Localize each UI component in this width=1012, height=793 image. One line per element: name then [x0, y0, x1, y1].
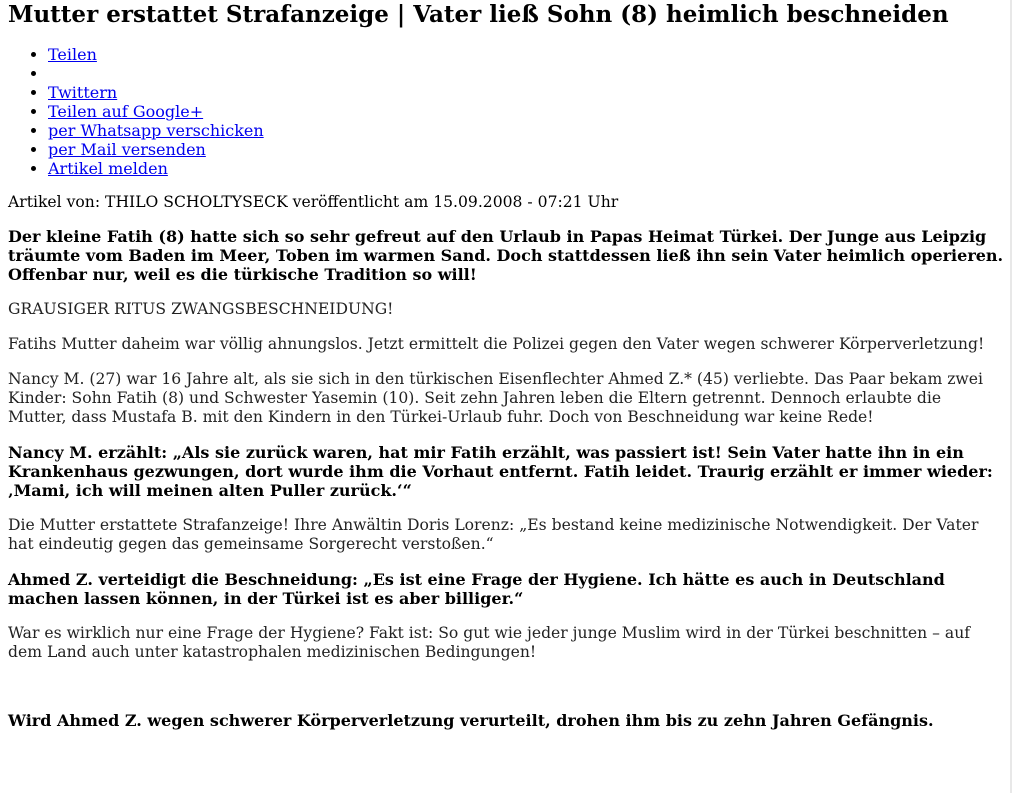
article-byline: Artikel von: THILO SCHOLTYSECK veröffentlicht am 15.09.2008 - 07:21 Uhr [8, 193, 619, 211]
paragraph: Nancy M. (27) war 16 Jahre alt, als sie sich in den türkischen Eisenflechter Ahmed Z.* (45) verliebte. Das Paar bekam zwei Kinder: Sohn Fatih (8) und Schwester Yasemin (10). Seit zehn Jahren leben die Eltern getrennt. Dennoch erlaubte die Mutter, dass Mustafa B. mit den Kindern in den Türkei-Urlaub fuhr. Doch von Beschneidung war keine Rede! [8, 370, 983, 426]
paragraph: Die Mutter erstattete Strafanzeige! Ihre Anwältin Doris Lorenz: „Es bestand keine medizinische Notwendigkeit. Der Vater hat eindeutig gegen das gemeinsame Sorgerecht verstoßen.“ [8, 516, 979, 553]
twitter-link[interactable]: Twittern [48, 83, 118, 102]
closing-paragraph: Wird Ahmed Z. wegen schwerer Körperverletzung verurteilt, drohen ihm bis zu zehn Jahren Gefängnis. [8, 711, 934, 730]
share-links-list [8, 45, 1004, 178]
quote-paragraph: Nancy M. erzählt: „Als sie zurück waren, hat mir Fatih erzählt, was passiert ist! Sein Vater hatte ihn in ein Krankenhaus gezwungen, dort wurde ihm die Vorhaut entfernt. Fatih leidet. Traurig erzählt er immer wieder: ‚Mami, ich will meinen alten Puller zurück.‘“ [8, 443, 993, 500]
share-item [48, 140, 1004, 159]
article-lead: Der kleine Fatih (8) hatte sich so sehr gefreut auf den Urlaub in Papas Heimat Türkei. Der Junge aus Leipzig träumte vom Baden im Meer, Toben im warmen Sand. Doch stattdessen ließ ihn sein Vater heimlich operieren. Offenbar nur, weil es die türkische Tradition so will! [8, 227, 1004, 284]
paragraph-subhead: GRAUSIGER RITUS ZWANGSBESCHNEIDUNG! [8, 300, 394, 318]
share-item [48, 83, 1004, 102]
share-item [48, 102, 1004, 121]
share-item [48, 121, 1004, 140]
share-item-empty [48, 64, 1004, 83]
google-plus-link[interactable]: Teilen auf Google+ [48, 102, 204, 121]
share-link[interactable]: Teilen [48, 45, 97, 64]
share-item [48, 45, 1004, 64]
whatsapp-link[interactable]: per Whatsapp verschicken [48, 121, 264, 140]
quote-paragraph: Ahmed Z. verteidigt die Beschneidung: „Es ist eine Frage der Hygiene. Ich hätte es auch in Deutschland machen lassen können, in der Türkei ist es aber billiger.“ [8, 570, 945, 608]
paragraph: War es wirklich nur eine Frage der Hygiene? Fakt ist: So gut wie jeder junge Muslim wird in der Türkei beschnitten – auf dem Land auch unter katastrophalen medizinischen Bedingungen! [8, 624, 971, 661]
mail-link[interactable]: per Mail versenden [48, 140, 206, 159]
report-article-link[interactable]: Artikel melden [48, 159, 168, 178]
paragraph: Fatihs Mutter daheim war völlig ahnungslos. Jetzt ermittelt die Polizei gegen den Vater wegen schwerer Körperverletzung! [8, 335, 985, 353]
article-title: Mutter erstattet Strafanzeige | Vater ließ Sohn (8) heimlich beschneiden [8, 1, 949, 28]
share-item [48, 159, 1004, 178]
spacer [8, 662, 1004, 695]
